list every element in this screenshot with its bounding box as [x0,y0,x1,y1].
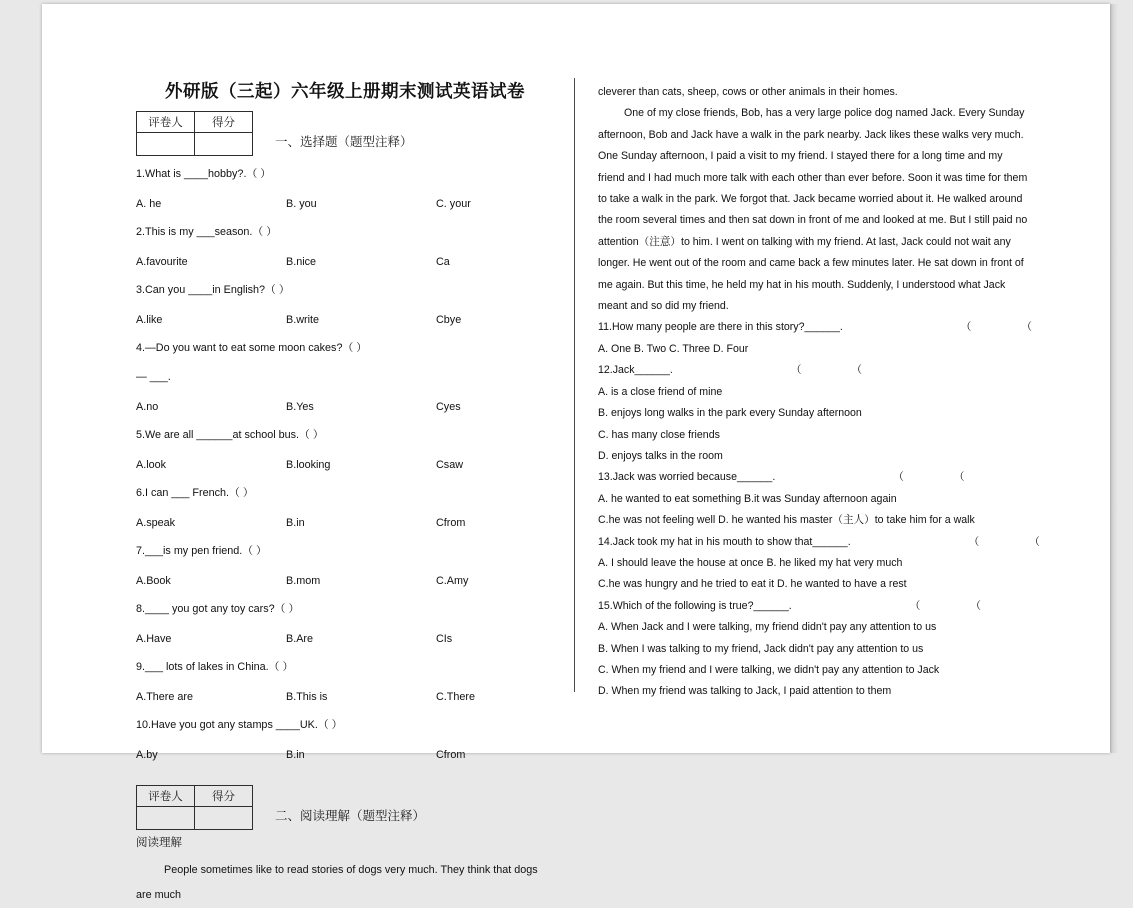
answer-bracket-right[interactable]: （ [1029,535,1040,548]
question-text: 11.How many people are there in this story?______. [598,321,843,334]
score-table-score-value[interactable] [195,807,253,830]
option-b-2[interactable]: B.nice [286,255,317,268]
page-content [42,4,1110,901]
question-options-3 [136,305,554,334]
option-c-3[interactable]: Cbye [436,313,462,326]
option-a-1[interactable]: A. he [136,197,162,210]
option-b-10[interactable]: B.in [286,748,305,761]
question-text: 13.Jack was worried because______. [598,471,776,484]
option-b-4[interactable]: B.Yes [286,400,314,413]
question-text: 14.Jack took my hat in his mouth to show that______. [598,535,851,548]
score-table-col-grader: 评卷人 [137,112,195,133]
question-stem-1: 1.What is ____hobby?.（ ） [136,168,272,181]
passage-line: friend and I had much more talk with each other than ever before. Soon it was time for them [598,171,1028,184]
option-c-9[interactable]: C.There [436,690,476,703]
question-stem-2: 2.This is my ___season.（ ） [136,226,278,239]
option-a-5[interactable]: A.look [136,458,167,471]
reading-option-12-b[interactable]: B. enjoys long walks in the park every Sunday afternoon [598,407,862,420]
reading-question-stem-13 [598,467,1018,488]
passage-line: One of my close friends, Bob, has a very large police dog named Jack. Every Sunday [624,107,1025,120]
option-a-9[interactable]: A.There are [136,690,194,703]
question-options-9 [136,682,554,711]
table-row [137,786,253,807]
reading-option-15-b[interactable]: B. When I was talking to my friend, Jack didn't pay any attention to us [598,642,924,655]
reading-option-13-ab[interactable]: A. he wanted to eat something B.it was Sunday afternoon again [598,492,897,505]
option-a-2[interactable]: A.favourite [136,255,188,268]
option-a-10[interactable]: A.by [136,748,158,761]
option-c-7[interactable]: C.Amy [436,574,469,587]
question-stem-3: 3.Can you ____in English?（ ） [136,284,290,297]
section-heading-choice: 一、选择题（题型注释） [275,134,413,149]
table-row [137,133,253,156]
answer-bracket-left[interactable]: （ [960,321,972,334]
option-c-8[interactable]: CIs [436,632,453,645]
score-table-one [136,111,253,156]
question-stem-6: 6.I can ___ French.（ ） [136,487,254,500]
question-options-2 [136,247,554,276]
reading-option-12-c[interactable]: C. has many close friends [598,428,720,441]
passage-line: to take a walk in the park. We forgot that. Jack became worried about it. He walked around [598,193,1023,206]
answer-bracket-right[interactable]: （ [1021,321,1032,334]
answer-bracket-left[interactable]: （ [893,471,904,484]
option-b-1[interactable]: B. you [286,197,317,210]
score-table-score-value[interactable] [195,133,253,156]
reading-subheading: 阅读理解 [136,835,182,849]
reading-option-15-a[interactable]: A. When Jack and I were talking, my friend didn't pay any attention to us [598,621,937,634]
reading-option-13-cd[interactable]: C.he was not feeling well D. he wanted his master（主人）to take him for a walk [598,514,975,527]
reading-option-15-d[interactable]: D. When my friend was talking to Jack, I paid attention to them [598,685,892,698]
option-a-6[interactable]: A.speak [136,516,176,529]
question-stem-10: 10.Have you got any stamps ____UK.（ ） [136,719,343,732]
passage-line: meant and so did my friend. [598,300,729,313]
reading-question-stem-12 [598,360,1018,381]
question-stem-4-reply: — ___. [136,371,171,384]
option-b-8[interactable]: B.Are [286,632,314,645]
question-stem-4: 4.—Do you want to eat some moon cakes?（ ） [136,342,368,355]
question-text: 12.Jack______. [598,364,673,377]
option-a-7[interactable]: A.Book [136,574,171,587]
option-a-3[interactable]: A.like [136,313,163,326]
option-b-7[interactable]: B.mom [286,574,321,587]
section-heading-reading: 二、阅读理解（题型注释） [275,808,426,823]
option-c-5[interactable]: Csaw [436,458,463,471]
question-options-4 [136,392,554,421]
reading-option-12-a[interactable]: A. is a close friend of mine [598,385,723,398]
question-text: 15.Which of the following is true?______. [598,599,792,612]
reading-option-14-ab[interactable]: A. I should leave the house at once B. he liked my hat very much [598,556,903,569]
option-c-4[interactable]: Cyes [436,400,461,413]
score-table-col-score: 得分 [195,112,253,133]
page-title: 外研版（三起）六年级上册期末测试英语试卷 [165,82,525,102]
reading-question-stem-14 [598,532,1040,553]
option-b-5[interactable]: B.looking [286,458,331,471]
passage-line: me again. But this time, he held my hat in his mouth. Suddenly, I understood what Jack [598,278,1006,291]
reading-option-14-cd[interactable]: C.he was hungry and he tried to eat it D. he wanted to have a rest [598,578,907,591]
option-b-6[interactable]: B.in [286,516,305,529]
answer-bracket-right[interactable]: （ [953,471,965,484]
score-table-col-score: 得分 [195,786,253,807]
passage-line: longer. He went out of the room and came back a few minutes later. He sat down in front of [598,257,1024,270]
question-options-1 [136,189,554,218]
option-a-4[interactable]: A.no [136,400,159,413]
option-b-3[interactable]: B.write [286,313,319,326]
reading-option-12-d[interactable]: D. enjoys talks in the room [598,449,723,462]
reading-option-15-c[interactable]: C. When my friend and I were talking, we didn't pay any attention to Jack [598,663,940,676]
score-table-col-grader: 评卷人 [137,786,195,807]
answer-bracket-left[interactable]: （ [909,599,921,612]
score-table-two [136,785,253,830]
option-c-2[interactable]: Ca [436,255,450,268]
score-table-grader-value[interactable] [137,807,195,830]
passage-line: cleverer than cats, sheep, cows or other animals in their homes. [598,86,898,98]
option-c-1[interactable]: C. your [436,197,471,210]
question-options-7 [136,566,554,595]
left-column [136,78,554,908]
document-page [42,4,1110,901]
table-row [137,807,253,830]
section-two-header [136,785,554,830]
option-c-6[interactable]: Cfrom [436,516,466,529]
passage-line: attention（注意）to him. I went on talking with my friend. At last, Jack could not wait any [598,235,1011,248]
table-row [137,112,253,133]
question-options-8 [136,624,554,653]
passage-left-tail: People sometimes like to read stories of dogs very much. They think that dogs are much [136,864,538,901]
answer-bracket-left[interactable]: （ [968,535,980,548]
option-c-10[interactable]: Cfrom [436,748,466,761]
right-column [598,82,1040,703]
option-b-9[interactable]: B.This is [286,690,328,703]
answer-bracket-right[interactable]: （ [970,599,981,612]
passage-line: afternoon, Bob and Jack have a walk in the park nearby. Jack likes these walks very much. [598,128,1024,141]
score-table-grader-value[interactable] [137,133,195,156]
answer-bracket-right[interactable]: （ [851,364,862,377]
question-stem-9: 9.___ lots of lakes in China.（ ） [136,661,294,674]
answer-bracket-left[interactable]: （ [790,364,802,377]
question-stem-8: 8.____ you got any toy cars?（ ） [136,603,300,616]
question-stem-5: 5.We are all ______at school bus.（ ） [136,429,324,442]
reading-question-stem-15 [598,596,1018,617]
passage-line: One Sunday afternoon, I paid a visit to my friend. I stayed there for a long time and my [598,150,1003,163]
reading-option-11-row[interactable]: A. One B. Two C. Three D. Four [598,342,749,355]
option-a-8[interactable]: A.Have [136,632,172,645]
question-options-5 [136,450,554,479]
question-options-10 [136,740,554,769]
passage-line: the room several times and then sat down in front of me and looked at me. But I still paid no [598,214,1028,227]
question-stem-7: 7.___is my pen friend.（ ） [136,545,267,558]
reading-question-stem-11 [598,317,1032,338]
question-options-6 [136,508,554,537]
column-divider [574,78,575,692]
section-one-header [136,111,554,156]
